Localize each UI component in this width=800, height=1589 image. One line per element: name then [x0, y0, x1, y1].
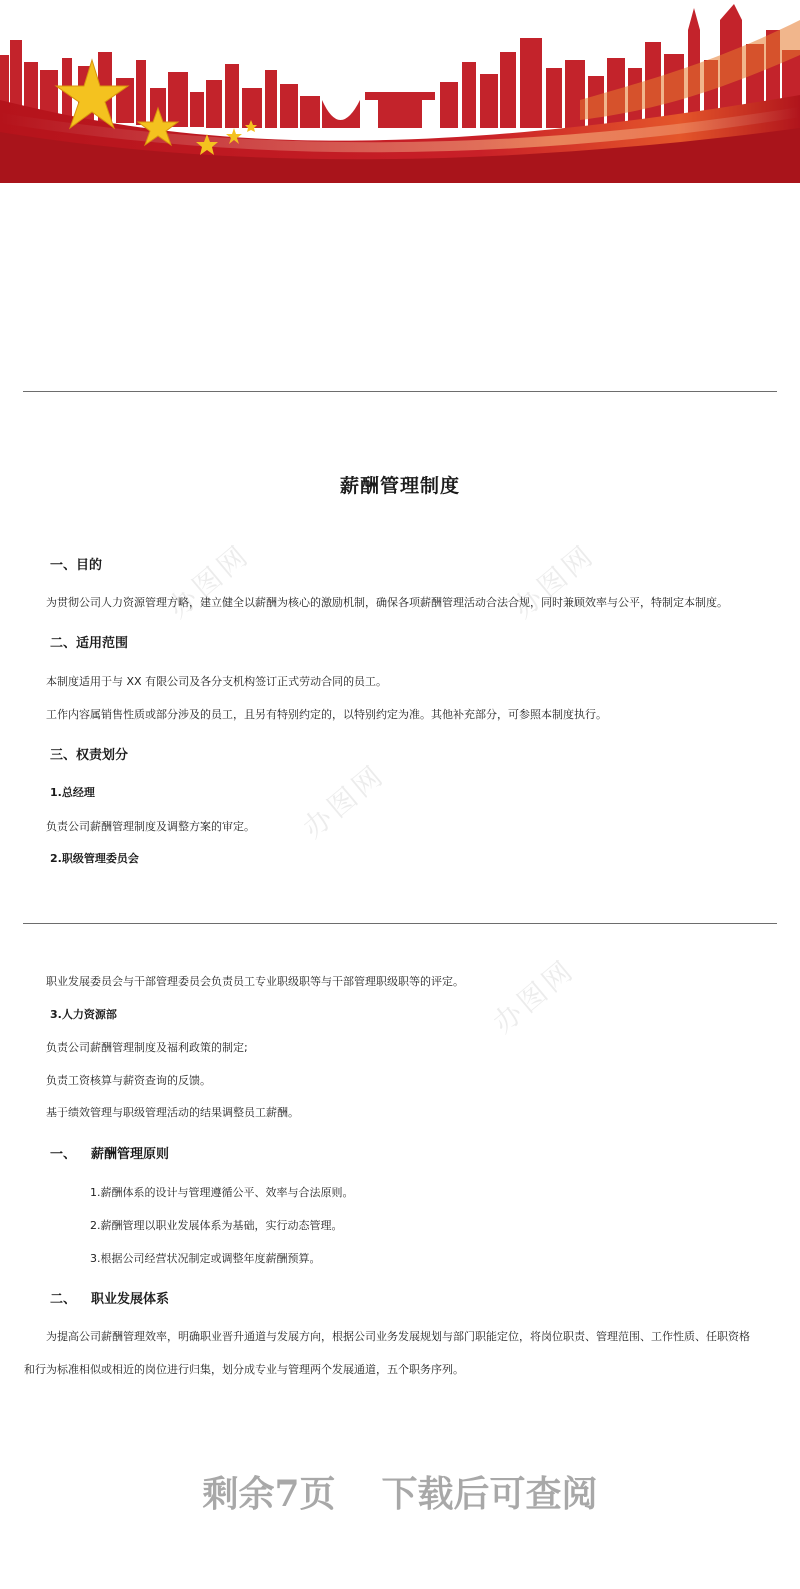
subsection-heading: 2.职级管理委员会: [50, 852, 139, 865]
page-divider: [23, 923, 777, 924]
paragraph: 本制度适用于与 XX 有限公司及各分支机构签订正式劳动合同的员工。: [46, 675, 388, 688]
paragraph: 职业发展委员会与干部管理委员会负责员工专业职级职等与干部管理职级职等的评定。: [46, 975, 464, 988]
list-item: 1.薪酬体系的设计与管理遵循公平、效率与合法原则。: [90, 1186, 354, 1199]
list-item: 3.根据公司经营状况制定或调整年度薪酬预算。: [90, 1252, 321, 1265]
paragraph: 工作内容属销售性质或部分涉及的员工，且另有特别约定的，以特别约定为准。其他补充部分，可参照本制度执行。: [46, 708, 607, 721]
subsection-heading: 3.人力资源部: [50, 1008, 117, 1021]
section-heading: 二、适用范围: [50, 636, 129, 651]
section-heading: [50, 1288, 169, 1307]
list-item: 2.薪酬管理以职业发展体系为基础，实行动态管理。: [90, 1219, 343, 1232]
watermark-text: 办图网: [296, 757, 392, 845]
download-prompt[interactable]: [0, 1466, 800, 1517]
section-heading: [50, 1143, 169, 1162]
section-heading-text: 薪酬管理原则: [91, 1147, 170, 1162]
paragraph: 和行为标准相似或相近的岗位进行归集，划分成专业与管理两个发展通道，五个职务序列。: [24, 1363, 464, 1376]
paragraph: 基于绩效管理与职级管理活动的结果调整员工薪酬。: [46, 1106, 299, 1119]
page-divider: [23, 391, 777, 392]
remaining-pages-text: 剩余7页: [202, 1473, 336, 1515]
subsection-heading: 1.总经理: [50, 786, 95, 799]
section-heading: 三、权责划分: [50, 748, 129, 763]
paragraph: 负责公司薪酬管理制度及福利政策的制定;: [46, 1041, 248, 1054]
city-skyline: [0, 4, 800, 128]
download-to-view-text: 下载后可查阅: [381, 1473, 598, 1515]
skyline-banner-graphic: [0, 0, 800, 183]
section-number: 二、: [50, 1292, 77, 1307]
watermark-text: 办图网: [506, 537, 602, 625]
paragraph: 负责工资核算与薪资查询的反馈。: [46, 1074, 211, 1087]
watermark-text: 办图网: [161, 537, 257, 625]
section-heading: 一、目的: [50, 558, 103, 573]
section-number: 一、: [50, 1147, 77, 1162]
document-title: 薪酬管理制度: [339, 475, 460, 497]
paragraph: 为贯彻公司人力资源管理方略，建立健全以薪酬为核心的激励机制，确保各项薪酬管理活动合法合规，同时兼顾效率与公平，特制定本制度。: [46, 596, 728, 609]
paragraph: 为提高公司薪酬管理效率，明确职业晋升通道与发展方向，根据公司业务发展规划与部门职能定位，将岗位职责、管理范围、工作性质、任职资格: [46, 1330, 750, 1343]
paragraph: 负责公司薪酬管理制度及调整方案的审定。: [46, 820, 255, 833]
header-banner: [0, 0, 800, 183]
section-heading-text: 职业发展体系: [91, 1292, 170, 1307]
watermark-text: 办图网: [486, 952, 582, 1040]
